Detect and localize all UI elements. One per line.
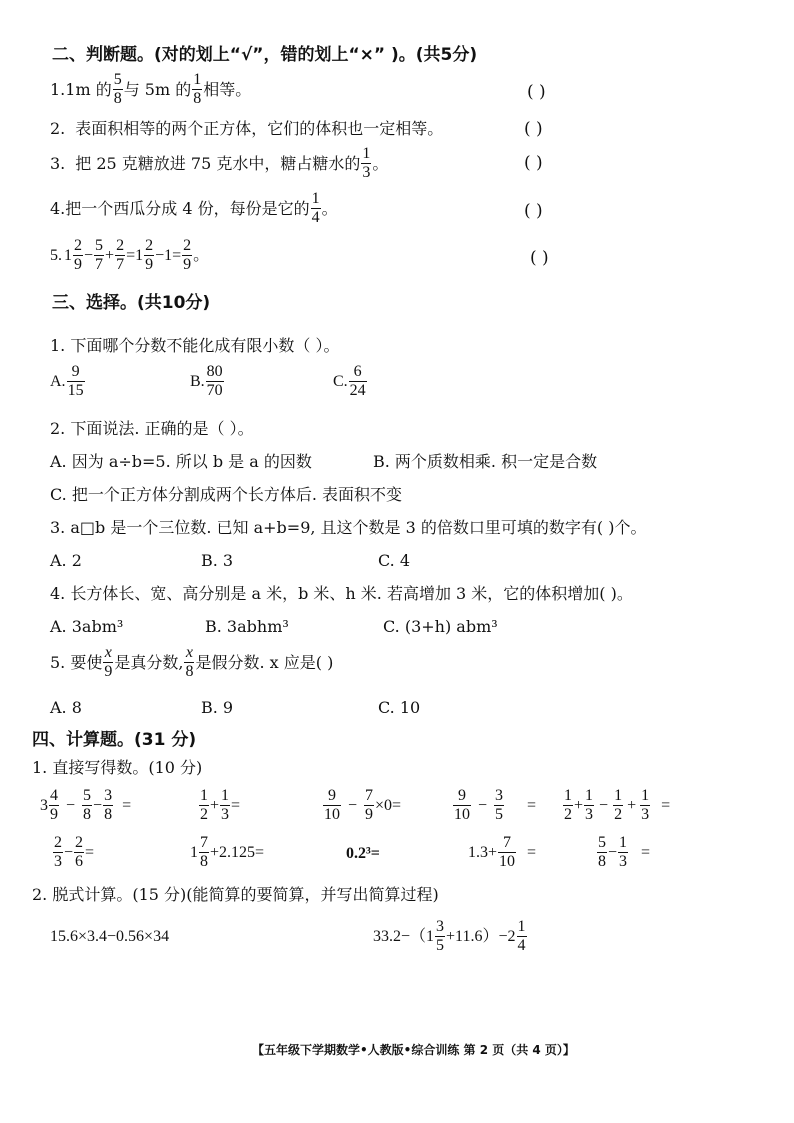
- calc-expr-5: [562, 788, 670, 823]
- denominator: 2: [614, 806, 623, 823]
- fraction: [584, 788, 594, 823]
- numerator: 1: [619, 834, 628, 851]
- q5-option-c[interactable]: C. 10: [378, 698, 421, 717]
- denominator: 8: [598, 853, 606, 870]
- numerator: 1: [221, 787, 230, 804]
- whole-number: 1: [190, 843, 198, 861]
- denominator: 8: [200, 853, 208, 870]
- numerator: 9: [453, 788, 471, 806]
- numerator: 7: [200, 834, 208, 851]
- fraction: [613, 788, 623, 823]
- denominator: 5: [436, 937, 445, 954]
- item-text: 5. 要使: [50, 652, 103, 672]
- answer-blank-1[interactable]: ( ): [527, 82, 546, 102]
- fraction: [597, 835, 607, 870]
- fraction: [435, 919, 445, 954]
- subsection-1-title: 1. 直接写得数。(10 分): [32, 758, 203, 777]
- calc-expr-4: [452, 788, 536, 823]
- numerator: 7: [365, 787, 374, 804]
- section2-title: 二、判断题。(对的划上“√”，错的划上“×” )。(共5分): [52, 45, 478, 65]
- fraction: [498, 835, 516, 870]
- fraction: [53, 835, 63, 870]
- operator: −: [84, 246, 94, 264]
- fraction: [103, 645, 113, 680]
- fraction: [67, 364, 85, 399]
- calc-expr-8: 0.2³=: [346, 845, 380, 862]
- operator: −: [348, 796, 358, 814]
- numerator: 2: [145, 237, 154, 254]
- choice-question-2: 2. 下面说法. 正确的是（ ）。: [50, 419, 254, 438]
- operator: −1=: [155, 246, 182, 264]
- q5-option-a[interactable]: A. 8: [50, 698, 82, 717]
- equals: =: [641, 843, 651, 861]
- fraction: [220, 788, 230, 823]
- section4-title: 四、计算题。(31 分): [32, 730, 197, 750]
- option-letter: A.: [50, 372, 66, 390]
- q3-option-a[interactable]: A. 2: [50, 551, 82, 570]
- equals: =: [527, 796, 537, 814]
- denominator: 70: [206, 382, 223, 399]
- q2-option-c[interactable]: C. 把一个正方体分割成两个长方体后. 表面积不变: [50, 485, 403, 504]
- denominator: 15: [67, 382, 84, 399]
- item-text: 与 5m 的: [123, 79, 192, 99]
- calc-expr-10: [596, 835, 650, 870]
- operator: −: [64, 843, 74, 861]
- subsection-2-title: 2. 脱式计算。(15 分)(能简算的要简算，并写出简算过程): [32, 885, 439, 904]
- numerator: 5: [95, 237, 104, 254]
- fraction: [74, 835, 84, 870]
- item-text: 是假分数. x 应是( ): [195, 652, 334, 672]
- item-number: 3.: [50, 153, 66, 173]
- denominator: 5: [495, 806, 504, 823]
- denominator: 7: [95, 256, 104, 273]
- numerator: 1: [641, 787, 650, 804]
- equals: =1: [126, 246, 144, 264]
- denominator: 8: [104, 806, 113, 823]
- fraction: [103, 788, 113, 823]
- fraction: [73, 238, 83, 273]
- answer-blank-5[interactable]: ( ): [530, 248, 549, 268]
- numerator: x: [185, 644, 193, 661]
- denominator: 10: [324, 806, 340, 823]
- fraction: [113, 72, 123, 107]
- operator: ×0=: [375, 796, 402, 814]
- fraction: [517, 919, 527, 954]
- denominator: 3: [362, 164, 371, 181]
- whole-number: 1: [64, 246, 72, 264]
- fraction: [494, 788, 504, 823]
- fraction: [192, 72, 202, 107]
- item-text: 。: [321, 198, 338, 218]
- fraction: [206, 364, 224, 399]
- operator: +2.125=: [210, 843, 265, 861]
- q1-option-b[interactable]: [190, 364, 225, 399]
- fraction: [82, 788, 92, 823]
- operator: −: [599, 796, 609, 814]
- item-number: 4.: [50, 198, 66, 218]
- operator: −: [66, 796, 76, 814]
- item-number: 1.: [50, 79, 66, 99]
- fraction: [115, 238, 125, 273]
- denominator: 2: [200, 806, 208, 823]
- q4-option-b[interactable]: B. 3abhm³: [205, 617, 289, 636]
- denominator: 8: [185, 663, 194, 680]
- choice-question-5: [50, 645, 333, 680]
- calc-expr-1: [40, 788, 131, 823]
- fraction: [361, 146, 371, 181]
- numerator: 1: [517, 918, 526, 935]
- item-text: 把 25 克糖放进 75 克水中，糖占糖水的: [75, 153, 361, 173]
- numerator: 7: [498, 835, 516, 853]
- denominator: 9: [74, 256, 82, 273]
- denominator: 8: [83, 806, 92, 823]
- denominator: 7: [116, 256, 125, 273]
- q4-option-a[interactable]: A. 3abm³: [50, 617, 124, 636]
- step-calc-1: 15.6×3.4−0.56×34: [50, 928, 170, 945]
- numerator: 2: [183, 237, 192, 254]
- numerator: 5: [113, 71, 122, 88]
- numerator: 1: [362, 145, 371, 162]
- operator: +11.6）−2: [446, 927, 516, 945]
- denominator: 8: [113, 90, 122, 107]
- operator: +: [105, 246, 115, 264]
- numerator: 1: [564, 787, 572, 804]
- calc-expr-9: [468, 835, 536, 870]
- denominator: 9: [145, 256, 154, 273]
- fraction: [49, 788, 59, 823]
- equals: =: [527, 843, 537, 861]
- item-text: 把一个西瓜分成 4 份，每份是它的: [65, 198, 310, 218]
- item-text: 相等。: [203, 79, 252, 99]
- q2-option-a[interactable]: A. 因为 a÷b=5. 所以 b 是 a 的因数: [50, 452, 312, 471]
- denominator: 10: [454, 806, 470, 823]
- answer-blank-2[interactable]: ( ): [524, 119, 543, 139]
- fraction: [144, 238, 154, 273]
- equals: =: [661, 796, 671, 814]
- calc-expr-3: [322, 788, 401, 823]
- denominator: 2: [564, 806, 572, 823]
- denominator: 3: [585, 806, 594, 823]
- denominator: 10: [499, 853, 516, 870]
- fraction: [184, 645, 194, 680]
- choice-question-3: 3. a□b 是一个三位数. 已知 a+b=9, 且这个数是 3 的倍数口里可填的数字有( )个。: [50, 518, 647, 537]
- numerator: 2: [75, 834, 84, 851]
- fraction: [453, 788, 471, 823]
- numerator: x: [104, 644, 112, 661]
- item-text: 1m 的: [65, 79, 112, 99]
- denominator: 9: [365, 806, 374, 823]
- item-text: 。: [372, 153, 389, 173]
- numerator: 2: [116, 237, 125, 254]
- page-footer: 【五年级下学期数学•人教版•综合训练 第 2 页（共 4 页）】: [252, 1043, 575, 1057]
- numerator: 5: [83, 787, 92, 804]
- numerator: 2: [54, 834, 62, 851]
- fraction: [640, 788, 650, 823]
- operator: −: [608, 843, 618, 861]
- item-text: 。: [193, 246, 210, 264]
- operator: 33.2−（1: [373, 927, 435, 945]
- numerator: 1: [200, 787, 208, 804]
- denominator: 4: [517, 937, 526, 954]
- fraction: [364, 788, 374, 823]
- judge-item-5: [50, 238, 209, 273]
- operator: 1.3+: [468, 843, 498, 861]
- numerator: 9: [67, 364, 85, 382]
- fraction: [618, 835, 628, 870]
- fraction: [563, 788, 573, 823]
- item-text: 表面积相等的两个正方体，它们的体积也一定相等。: [75, 119, 444, 138]
- numerator: 2: [74, 237, 82, 254]
- fraction: [349, 364, 367, 399]
- item-number: 2.: [50, 119, 66, 138]
- fraction: [199, 788, 209, 823]
- answer-blank-4[interactable]: ( ): [524, 201, 543, 221]
- fraction: [94, 238, 104, 273]
- calc-expr-7: [190, 835, 264, 870]
- calc-expr-6: [52, 835, 94, 870]
- denominator: 3: [641, 806, 650, 823]
- judge-item-4: [50, 191, 338, 226]
- equals: =: [231, 796, 241, 814]
- q1-option-a[interactable]: [50, 364, 86, 399]
- denominator: 8: [193, 90, 202, 107]
- option-letter: C.: [333, 372, 348, 390]
- section3-title: 三、选择。(共10分): [52, 293, 211, 313]
- numerator: 6: [349, 364, 367, 382]
- step-calc-2: [373, 919, 528, 954]
- q3-option-c[interactable]: C. 4: [378, 551, 411, 570]
- option-letter: B.: [190, 372, 205, 390]
- q3-option-b[interactable]: B. 3: [201, 551, 234, 570]
- q2-option-b[interactable]: B. 两个质数相乘. 积一定是合数: [373, 452, 598, 471]
- operator: −: [478, 796, 488, 814]
- answer-blank-3[interactable]: ( ): [524, 153, 543, 173]
- q4-option-c[interactable]: C. (3+h) abm³: [383, 617, 498, 636]
- numerator: 1: [311, 190, 320, 207]
- numerator: 9: [323, 788, 341, 806]
- denominator: 9: [50, 806, 58, 823]
- denominator: 3: [54, 853, 62, 870]
- equals: =: [122, 796, 132, 814]
- q1-option-c[interactable]: [333, 364, 368, 399]
- numerator: 1: [614, 787, 623, 804]
- numerator: 3: [104, 787, 113, 804]
- operator: +: [574, 796, 584, 814]
- judge-item-1: [50, 72, 251, 107]
- fraction: [199, 835, 209, 870]
- operator: +: [210, 796, 220, 814]
- whole-number: 3: [40, 796, 48, 814]
- operator: +: [627, 796, 637, 814]
- judge-item-3: [50, 146, 388, 181]
- denominator: 4: [311, 209, 320, 226]
- denominator: 3: [221, 806, 230, 823]
- judge-item-2: [50, 121, 443, 137]
- choice-question-1: 1. 下面哪个分数不能化成有限小数（ ）。: [50, 336, 340, 355]
- operator: −: [93, 796, 103, 814]
- fraction: [182, 238, 192, 273]
- numerator: 4: [50, 787, 58, 804]
- denominator: 24: [349, 382, 366, 399]
- choice-question-4: 4. 长方体长、宽、高分别是 a 米，b 米、h 米. 若高增加 3 米，它的体积增加( )。: [50, 584, 633, 603]
- fraction: [311, 191, 321, 226]
- denominator: 9: [104, 663, 113, 680]
- calc-expr-2: [198, 788, 240, 823]
- denominator: 9: [183, 256, 192, 273]
- numerator: 3: [495, 787, 504, 804]
- numerator: 5: [598, 834, 606, 851]
- denominator: 3: [619, 853, 628, 870]
- equals: =: [85, 843, 95, 861]
- fraction: [323, 788, 341, 823]
- numerator: 1: [585, 787, 594, 804]
- denominator: 6: [75, 853, 84, 870]
- item-text: 是真分数,: [114, 652, 184, 672]
- numerator: 80: [206, 363, 223, 380]
- numerator: 3: [436, 918, 445, 935]
- item-number: 5.: [50, 246, 62, 264]
- q5-option-b[interactable]: B. 9: [201, 698, 234, 717]
- numerator: 1: [193, 71, 202, 88]
